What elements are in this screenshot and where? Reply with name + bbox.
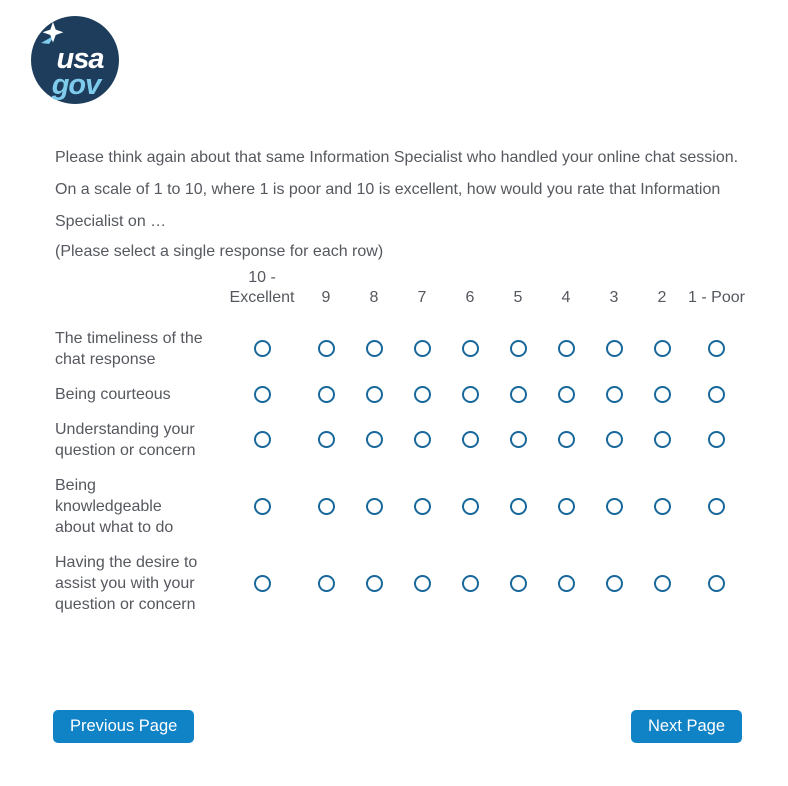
radio-row5-col9[interactable] xyxy=(318,575,335,592)
matrix-row-timeliness xyxy=(55,321,747,377)
radio-row4-col6[interactable] xyxy=(462,498,479,515)
radio-row4-col7[interactable] xyxy=(414,498,431,515)
radio-row3-col3[interactable] xyxy=(606,431,623,448)
column-header-6: 6 xyxy=(465,289,475,306)
radio-row3-col4[interactable] xyxy=(558,431,575,448)
page-navigation xyxy=(53,710,742,743)
column-header-1-poor: 1 - Poor xyxy=(688,289,745,306)
column-header-10-excellent: 10 - Excellent xyxy=(229,269,295,306)
row-label-knowledgeable: Being knowledgeable about what to do xyxy=(55,477,174,536)
usagov-logo-icon xyxy=(31,16,119,104)
radio-row4-col4[interactable] xyxy=(558,498,575,515)
radio-row1-col9[interactable] xyxy=(318,340,335,357)
column-header-5: 5 xyxy=(513,289,523,306)
question-text: Please think again about that same Information Specialist who handled your online chat session. On a scale of 1 to 10, where 1 is poor and 10 is excellent, how would you rate that Information Specialist on … xyxy=(55,149,739,230)
radio-row2-col7[interactable] xyxy=(414,386,431,403)
radio-row3-col7[interactable] xyxy=(414,431,431,448)
radio-row1-col10[interactable] xyxy=(254,340,271,357)
radio-row3-col10[interactable] xyxy=(254,431,271,448)
radio-row4-col9[interactable] xyxy=(318,498,335,515)
radio-row2-col10[interactable] xyxy=(254,386,271,403)
radio-row4-col5[interactable] xyxy=(510,498,527,515)
radio-row1-col5[interactable] xyxy=(510,340,527,357)
radio-row1-col6[interactable] xyxy=(462,340,479,357)
radio-row2-col6[interactable] xyxy=(462,386,479,403)
column-header-7: 7 xyxy=(417,289,427,306)
radio-row1-col7[interactable] xyxy=(414,340,431,357)
radio-row5-col4[interactable] xyxy=(558,575,575,592)
column-header-3: 3 xyxy=(609,289,619,306)
next-page-button[interactable]: Next Page xyxy=(631,710,742,743)
radio-row2-col8[interactable] xyxy=(366,386,383,403)
radio-row1-col3[interactable] xyxy=(606,340,623,357)
column-header-4: 4 xyxy=(561,289,571,306)
radio-row1-col4[interactable] xyxy=(558,340,575,357)
radio-row3-col1[interactable] xyxy=(708,431,725,448)
radio-row2-col2[interactable] xyxy=(654,386,671,403)
radio-row2-col9[interactable] xyxy=(318,386,335,403)
radio-row3-col5[interactable] xyxy=(510,431,527,448)
radio-row1-col8[interactable] xyxy=(366,340,383,357)
radio-row1-col1[interactable] xyxy=(708,340,725,357)
matrix-header-spacer xyxy=(55,268,222,321)
radio-row2-col4[interactable] xyxy=(558,386,575,403)
rating-matrix xyxy=(55,268,747,622)
radio-row5-col2[interactable] xyxy=(654,575,671,592)
radio-row5-col5[interactable] xyxy=(510,575,527,592)
matrix-row-knowledgeable xyxy=(55,468,747,545)
radio-row5-col8[interactable] xyxy=(366,575,383,592)
row-label-desire-to-assist: Having the desire to assist you with your question or concern xyxy=(55,554,198,613)
radio-row5-col1[interactable] xyxy=(708,575,725,592)
matrix-row-courteous xyxy=(55,377,747,412)
radio-row3-col9[interactable] xyxy=(318,431,335,448)
row-label-courteous: Being courteous xyxy=(55,386,171,403)
radio-row1-col2[interactable] xyxy=(654,340,671,357)
question-instruction: (Please select a single response for each row) xyxy=(55,243,384,260)
row-label-understanding: Understanding your question or concern xyxy=(55,421,196,459)
radio-row4-col8[interactable] xyxy=(366,498,383,515)
column-header-8: 8 xyxy=(369,289,379,306)
radio-row5-col10[interactable] xyxy=(254,575,271,592)
previous-page-button[interactable]: Previous Page xyxy=(53,710,194,743)
radio-row2-col1[interactable] xyxy=(708,386,725,403)
usagov-logo xyxy=(0,0,788,104)
column-header-9: 9 xyxy=(321,289,331,306)
radio-row3-col6[interactable] xyxy=(462,431,479,448)
radio-row5-col3[interactable] xyxy=(606,575,623,592)
matrix-row-desire-to-assist xyxy=(55,545,747,622)
radio-row2-col5[interactable] xyxy=(510,386,527,403)
radio-row4-col3[interactable] xyxy=(606,498,623,515)
svg-text:usa: usa xyxy=(56,43,104,75)
radio-row4-col2[interactable] xyxy=(654,498,671,515)
matrix-header-row xyxy=(55,268,747,321)
column-header-2: 2 xyxy=(657,289,667,306)
radio-row3-col8[interactable] xyxy=(366,431,383,448)
radio-row4-col1[interactable] xyxy=(708,498,725,515)
radio-row2-col3[interactable] xyxy=(606,386,623,403)
matrix-row-understanding xyxy=(55,412,747,468)
radio-row3-col2[interactable] xyxy=(654,431,671,448)
row-label-timeliness: The timeliness of the chat response xyxy=(55,330,203,368)
svg-text:gov: gov xyxy=(51,69,101,101)
radio-row5-col6[interactable] xyxy=(462,575,479,592)
radio-row5-col7[interactable] xyxy=(414,575,431,592)
radio-row4-col10[interactable] xyxy=(254,498,271,515)
